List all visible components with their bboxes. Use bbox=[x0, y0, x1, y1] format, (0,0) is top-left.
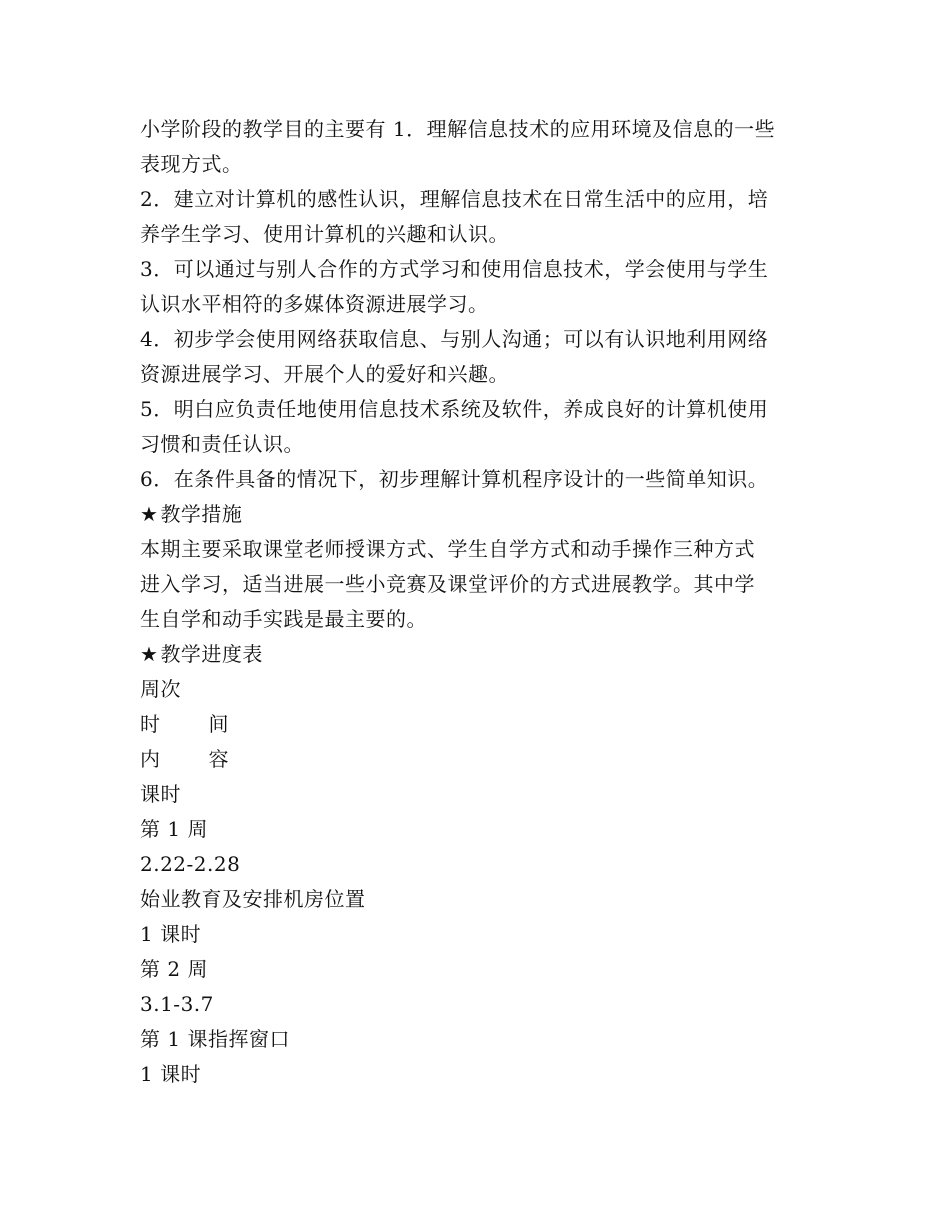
goal-3-line-1: 3．可以通过与别人合作的方式学习和使用信息技术，学会使用与学生 bbox=[140, 257, 769, 281]
schedule-header-content-b: 容 bbox=[208, 747, 229, 771]
schedule-row-1-dates: 2.22-2.28 bbox=[140, 852, 241, 876]
goals-intro-line-2: 表现方式。 bbox=[140, 152, 243, 176]
goal-2-line-1: 2．建立对计算机的感性认识，理解信息技术在日常生活中的应用，培 bbox=[140, 187, 769, 211]
document-page bbox=[140, 112, 815, 1092]
star-icon: ★ bbox=[140, 642, 159, 666]
schedule-header-time bbox=[140, 707, 815, 742]
schedule-header-content bbox=[140, 742, 815, 777]
schedule-header-hours: 课时 bbox=[140, 782, 181, 806]
goal-5-line-2: 习惯和责任认识。 bbox=[140, 432, 304, 456]
goals-intro-line-1: 小学阶段的教学目的主要有 1．理解信息技术的应用环境及信息的一些 bbox=[140, 117, 776, 141]
measures-text-line-3: 生自学和动手实践是最主要的。 bbox=[140, 607, 427, 631]
measures-text-line-2: 进入学习，适当进展一些小竞赛及课堂评价的方式进展教学。其中学 bbox=[140, 572, 755, 596]
schedule-row-2-hours: 1 课时 bbox=[140, 1062, 202, 1086]
goal-5-line-1: 5．明白应负责任地使用信息技术系统及软件，养成良好的计算机使用 bbox=[140, 397, 769, 421]
schedule-row-1-content: 始业教育及安排机房位置 bbox=[140, 887, 366, 911]
schedule-header-content-a: 内 bbox=[140, 747, 161, 771]
schedule-row-1-hours: 1 课时 bbox=[140, 922, 202, 946]
goal-2-line-2: 养学生学习、使用计算机的兴趣和认识。 bbox=[140, 222, 509, 246]
goal-6-line-1: 6．在条件具备的情况下，初步理解计算机程序设计的一些简单知识。 bbox=[140, 467, 769, 491]
schedule-heading-text: 教学进度表 bbox=[160, 642, 263, 666]
schedule-row-1-week: 第 1 周 bbox=[140, 817, 208, 841]
star-icon: ★ bbox=[140, 502, 159, 526]
schedule-row-2-dates: 3.1-3.7 bbox=[140, 992, 214, 1016]
schedule-row-2-week: 第 2 周 bbox=[140, 957, 208, 981]
goal-4-line-1: 4．初步学会使用网络获取信息、与别人沟通；可以有认识地利用网络 bbox=[140, 327, 769, 351]
schedule-header-time-a: 时 bbox=[140, 712, 161, 736]
goal-4-line-2: 资源进展学习、开展个人的爱好和兴趣。 bbox=[140, 362, 509, 386]
schedule-header-week: 周次 bbox=[140, 677, 181, 701]
schedule-row-2-content: 第 1 课指挥窗口 bbox=[140, 1027, 290, 1051]
goal-3-line-2: 认识水平相符的多媒体资源进展学习。 bbox=[140, 292, 489, 316]
schedule-header-time-b: 间 bbox=[208, 712, 229, 736]
schedule-heading bbox=[140, 637, 815, 672]
measures-heading-text: 教学措施 bbox=[160, 502, 243, 526]
measures-text-line-1: 本期主要采取课堂老师授课方式、学生自学方式和动手操作三种方式 bbox=[140, 537, 755, 561]
measures-heading bbox=[140, 497, 815, 532]
